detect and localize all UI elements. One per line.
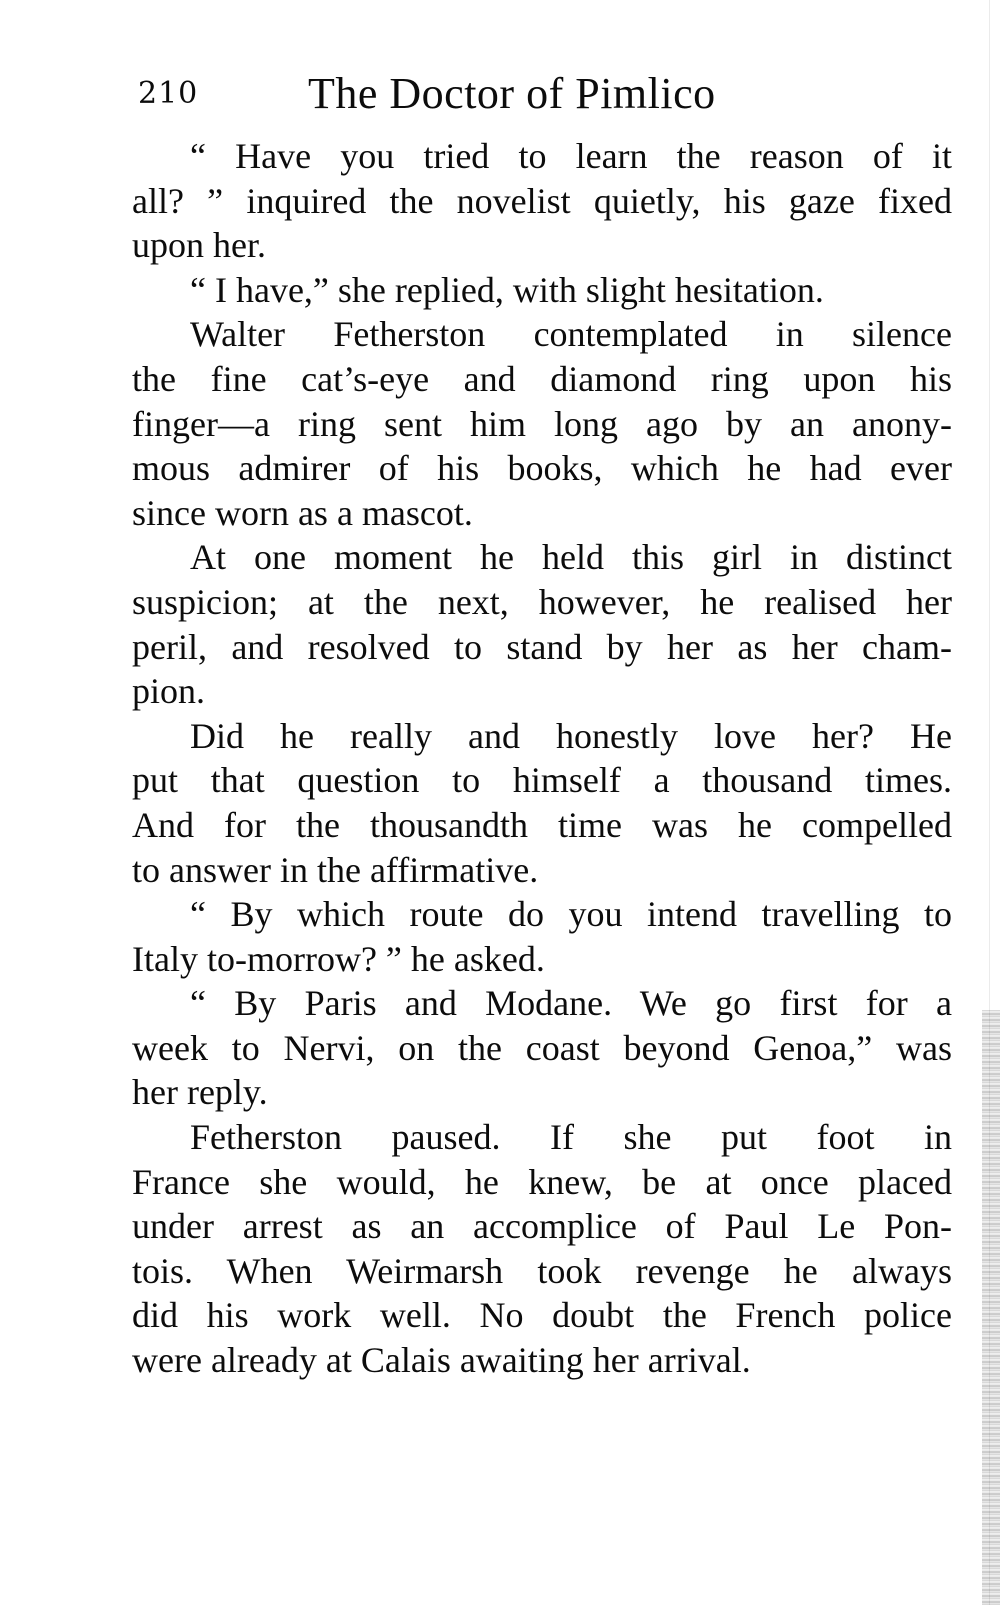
text-line: pion. — [132, 671, 206, 712]
text-line: suspicion; at the next, however, he realised her — [132, 581, 952, 622]
text-line: mous admirer of his books, which he had ever — [132, 448, 952, 489]
text-line: finger—a ring sent him long ago by an anony- — [132, 403, 952, 444]
running-title: The Doctor of Pimlico — [308, 69, 716, 118]
text-line: under arrest as an accomplice of Paul Le Pon- — [132, 1206, 952, 1247]
text-line: Fetherston paused. If she put foot in — [190, 1117, 952, 1158]
text-line: tois. When Weirmarsh took revenge he always — [132, 1250, 952, 1291]
text-line: France she would, he knew, be at once placed — [132, 1161, 952, 1202]
page-header — [138, 68, 778, 128]
text-line: put that question to himself a thousand times. — [132, 760, 952, 801]
text-line: since worn as a mascot. — [132, 492, 473, 533]
text-line: to answer in the affirmative. — [132, 849, 539, 890]
text-line: all? ” inquired the novelist quietly, his gaze fixed — [132, 180, 952, 221]
text-line: week to Nervi, on the coast beyond Genoa,” was — [132, 1027, 952, 1068]
text-line: peril, and resolved to stand by her as her cham- — [132, 626, 952, 667]
text-line: At one moment he held this girl in distinct — [190, 537, 952, 578]
text-line: “ I have,” she replied, with slight hesitation. — [190, 269, 824, 310]
text-line: the fine cat’s-eye and diamond ring upon his — [132, 358, 952, 399]
page-edge-shadow — [982, 1010, 1000, 1605]
text-line: Walter Fetherston contemplated in silence — [190, 314, 952, 355]
text-line: “ By Paris and Modane. We go first for a — [190, 983, 952, 1024]
text-line: “ Have you tried to learn the reason of it — [190, 136, 952, 176]
text-line: upon her. — [132, 225, 266, 266]
text-line: her reply. — [132, 1072, 268, 1113]
text-line: And for the thousandth time was he compelled — [132, 804, 952, 845]
body-text — [132, 134, 952, 1383]
text-line: Did he really and honestly love her? He — [190, 715, 952, 756]
text-line: were already at Calais awaiting her arrival. — [132, 1340, 751, 1381]
text-line: Italy to-morrow? ” he asked. — [132, 938, 545, 979]
text-line: “ By which route do you intend travelling to — [190, 894, 952, 935]
page-number: 210 — [138, 76, 199, 111]
text-line: did his work well. No doubt the French police — [132, 1295, 952, 1336]
